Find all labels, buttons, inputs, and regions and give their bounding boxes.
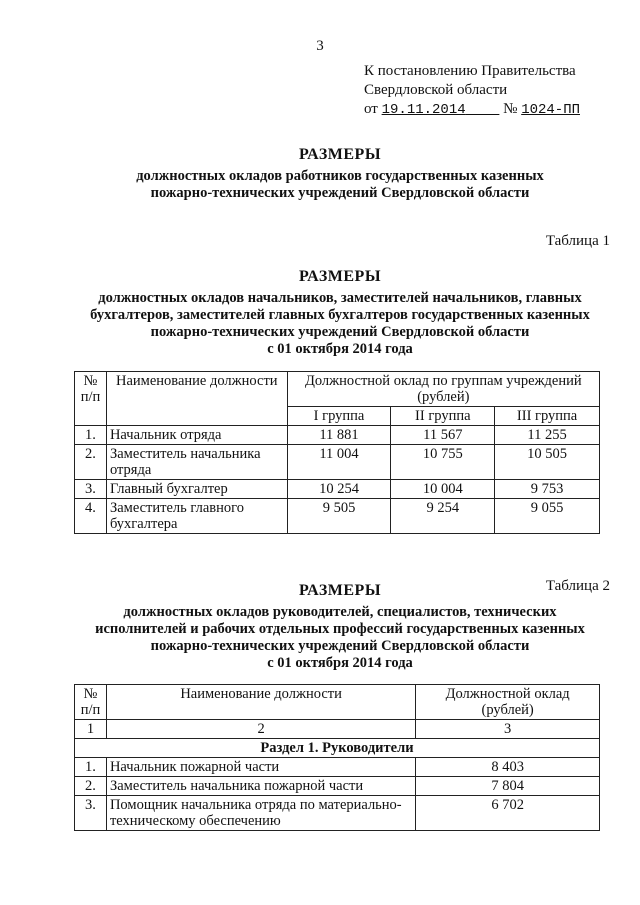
row-position: Начальник отряда: [106, 426, 287, 445]
section-title: Раздел 1. Руководители: [75, 739, 600, 758]
date-prefix: от: [364, 101, 378, 117]
decree-date: 19.11.2014: [381, 102, 466, 118]
table2-title: [40, 582, 640, 672]
row-num: 4.: [75, 499, 107, 534]
table1-title-line-3: пожарно-технических учреждений Свердловской области: [150, 324, 530, 340]
number-prefix: №: [503, 101, 518, 117]
table2-col-name: Наименование должности: [106, 685, 415, 720]
table1-title-line-1: должностных окладов начальников, заместителей начальников, главных: [98, 290, 582, 306]
table2-heading: РАЗМЕРЫ: [298, 582, 382, 599]
table1-heading: РАЗМЕРЫ: [298, 268, 382, 285]
row-position: Заместитель начальника пожарной части: [106, 777, 415, 796]
table2-col-num: № п/п: [75, 685, 107, 720]
table2-title-line-2: исполнителей и рабочих отдельных профессий государственных казенных: [95, 621, 585, 637]
row-salary-group-2: 11 567: [391, 426, 495, 445]
main-title: [40, 146, 640, 202]
row-salary-group-1: 11 881: [287, 426, 391, 445]
row-salary-group-3: 9 055: [495, 499, 600, 534]
table1-header-row: [75, 372, 600, 407]
decree-header: [364, 62, 580, 120]
table-row: [75, 480, 600, 499]
colnum-3: 3: [416, 720, 600, 739]
table1-title-line-4: с 01 октября 2014 года: [267, 341, 413, 357]
table1-col-num: № п/п: [75, 372, 107, 426]
row-salary: 7 804: [416, 777, 600, 796]
row-salary-group-2: 9 254: [391, 499, 495, 534]
table2-title-line-1: должностных окладов руководителей, специалистов, технических: [123, 604, 557, 620]
main-title-line-2: пожарно-технических учреждений Свердловской области: [150, 185, 530, 201]
table2-header-row: [75, 685, 600, 720]
table-row: [75, 758, 600, 777]
table-row: [75, 777, 600, 796]
row-salary-group-2: 10 004: [391, 480, 495, 499]
table2-colnum-row: [75, 720, 600, 739]
table1-label: Таблица 1: [545, 233, 610, 249]
table1: [74, 371, 600, 534]
table1-title: [40, 268, 640, 358]
table1-group-3: III группа: [495, 407, 600, 426]
table2-col-salary: Должностной оклад (рублей): [416, 685, 600, 720]
row-salary: 6 702: [416, 796, 600, 831]
row-salary-group-3: 11 255: [495, 426, 600, 445]
table-row: [75, 445, 600, 480]
table1-col-name: Наименование должности: [106, 372, 287, 426]
decree-line-1: К постановлению Правительства: [364, 63, 576, 79]
table2-title-line-3: пожарно-технических учреждений Свердловской области: [150, 638, 530, 654]
table1-group-2: II группа: [391, 407, 495, 426]
table-row: [75, 426, 600, 445]
table2: [74, 684, 600, 831]
row-salary: 8 403: [416, 758, 600, 777]
main-title-heading: РАЗМЕРЫ: [298, 146, 382, 163]
row-num: 1.: [75, 758, 107, 777]
colnum-1: 1: [75, 720, 107, 739]
row-salary-group-1: 10 254: [287, 480, 391, 499]
table2-title-line-4: с 01 октября 2014 года: [267, 655, 413, 671]
row-position: Начальник пожарной части: [106, 758, 415, 777]
decree-number: 1024-ПП: [521, 102, 580, 118]
row-salary-group-2: 10 755: [391, 445, 495, 480]
section-row: [75, 739, 600, 758]
decree-line-2: Свердловской области: [364, 82, 508, 98]
row-salary-group-1: 9 505: [287, 499, 391, 534]
row-num: 3.: [75, 480, 107, 499]
table-row: [75, 796, 600, 831]
decree-date-line: [364, 100, 580, 120]
row-position: Главный бухгалтер: [106, 480, 287, 499]
row-salary-group-1: 11 004: [287, 445, 391, 480]
row-num: 2.: [75, 445, 107, 480]
row-salary-group-3: 9 753: [495, 480, 600, 499]
page-number: 3: [316, 38, 324, 54]
row-position: Заместитель начальника отряда: [106, 445, 287, 480]
row-position: Помощник начальника отряда по материально-техническому обеспечению: [106, 796, 415, 831]
row-num: 3.: [75, 796, 107, 831]
row-position: Заместитель главного бухгалтера: [106, 499, 287, 534]
table-row: [75, 499, 600, 534]
table2-label: Таблица 2: [545, 578, 610, 594]
colnum-2: 2: [106, 720, 415, 739]
row-salary-group-3: 10 505: [495, 445, 600, 480]
table1-col-salary: Должностной оклад по группам учреждений (рублей): [287, 372, 599, 407]
row-num: 1.: [75, 426, 107, 445]
table1-group-1: I группа: [287, 407, 391, 426]
table1-title-line-2: бухгалтеров, заместителей главных бухгалтеров государственных казенных: [90, 307, 590, 323]
row-num: 2.: [75, 777, 107, 796]
main-title-line-1: должностных окладов работников государственных казенных: [136, 168, 544, 184]
